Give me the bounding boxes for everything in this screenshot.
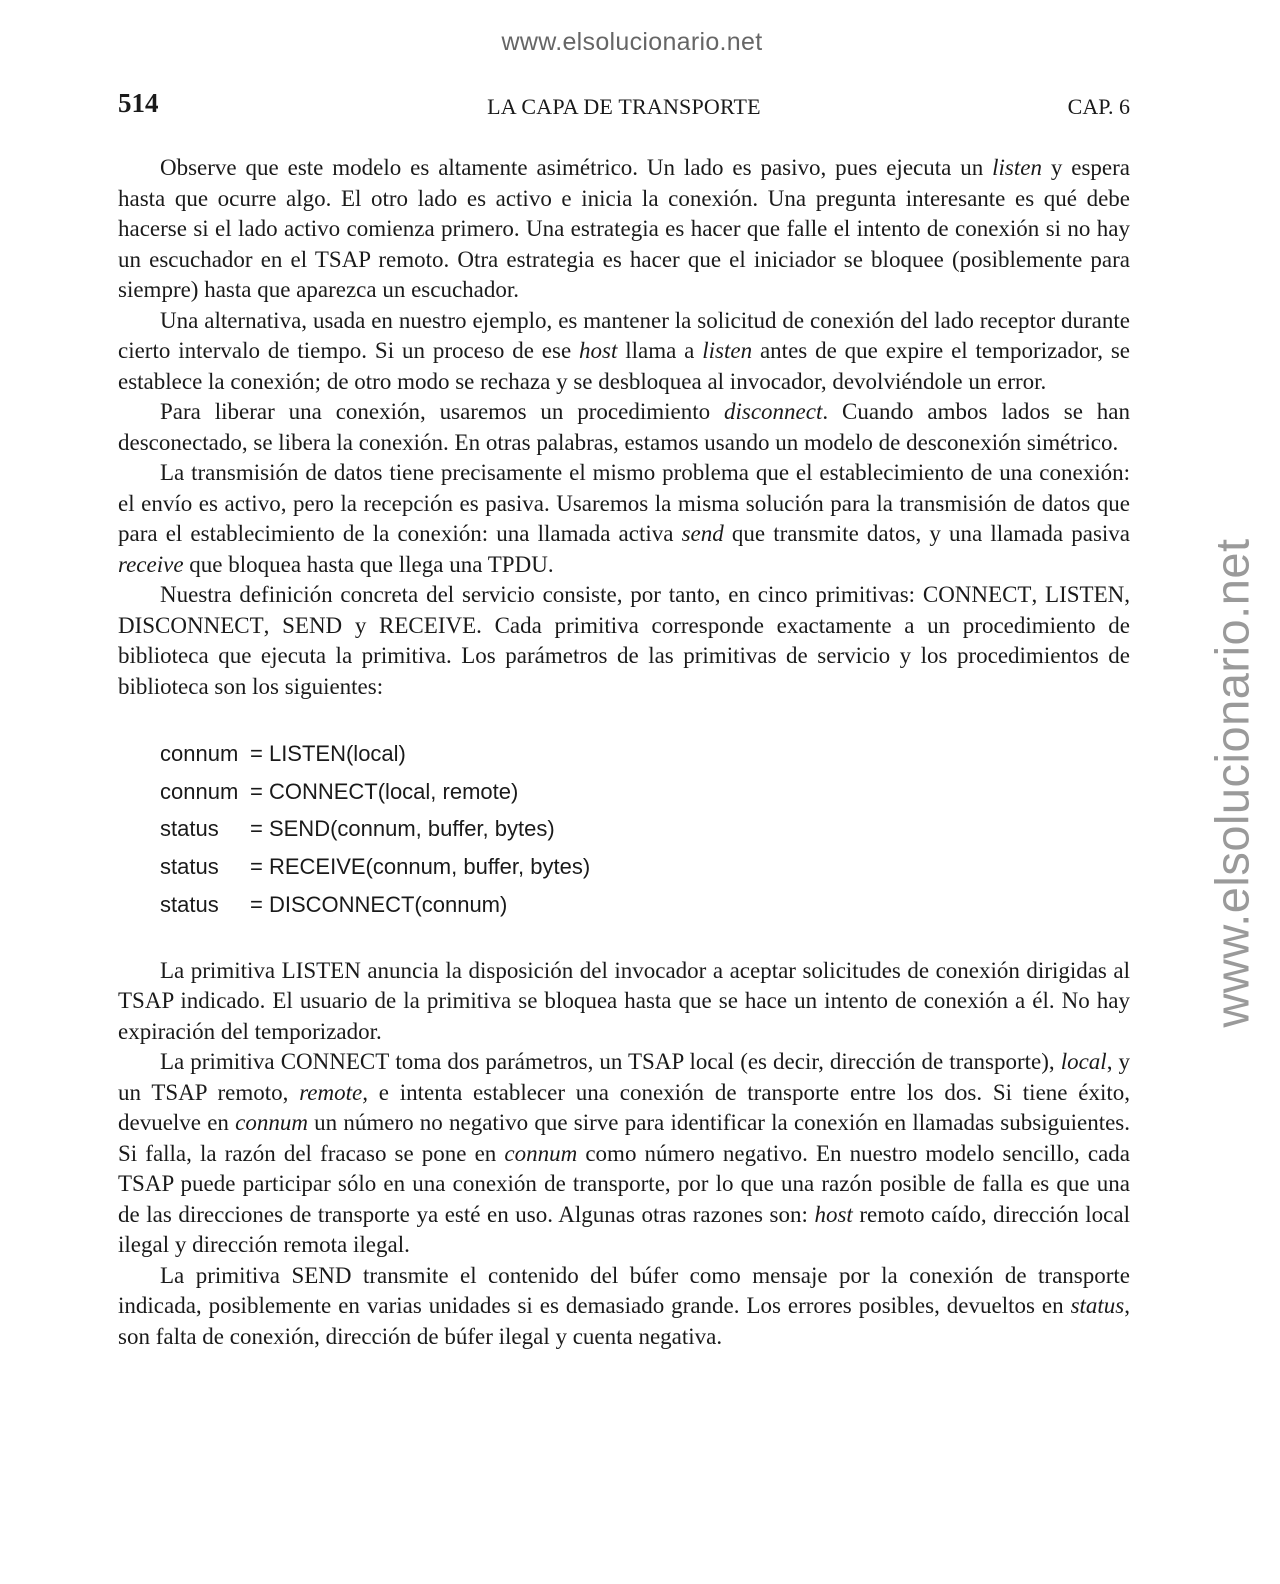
primitive-name: SEND — [291, 1262, 352, 1288]
running-head — [118, 88, 1130, 128]
primitive-name: DISCONNECT — [118, 612, 264, 638]
text-run: que bloquea hasta que llega una TPDU. — [183, 551, 554, 577]
italic-term: send — [681, 521, 724, 546]
code-line — [160, 848, 1130, 886]
text-run: . Cada primitiva corresponde exactamente a un procedimiento de biblioteca que ejecuta la primitiva. Los parámetros de las primitivas de servicio y los procedimientos de biblioteca son los siguientes: — [118, 612, 1131, 699]
page-number: 514 — [118, 88, 159, 118]
paragraph-7 — [118, 1047, 1130, 1261]
code-block — [160, 735, 1130, 924]
code-line — [160, 735, 1130, 773]
body-text — [118, 153, 1130, 1352]
text-run: transmite el contenido del búfer como mensaje por la conexión de transporte indicada, posiblemente en varias unidades si es demasiado grande. Los errores posibles, devueltos en — [118, 1262, 1130, 1319]
text-run: , — [1124, 582, 1131, 607]
paragraph-6 — [118, 956, 1130, 1048]
text-run: Nuestra definición concreta del servicio consiste, por tanto, en cinco primitivas: — [160, 582, 923, 607]
italic-term: disconnect — [724, 399, 823, 424]
text-run: La primitiva — [160, 1049, 281, 1075]
italic-term: local — [1060, 1049, 1107, 1075]
italic-term: host — [579, 338, 618, 363]
code-variable: connum — [160, 778, 239, 804]
text-run: remoto caído, dirección local ilegal y dirección remota ilegal. — [118, 1201, 1130, 1258]
italic-term: listen — [702, 338, 753, 363]
code-call: = RECEIVE(connum, buffer, bytes) — [250, 854, 591, 880]
text-run: La primitiva — [160, 957, 282, 983]
code-call: = SEND(connum, buffer, bytes) — [250, 816, 555, 842]
chapter-title: LA CAPA DE TRANSPORTE — [487, 94, 761, 119]
text-run: , son falta de conexión, dirección de búfer ilegal y cuenta negativa. — [118, 1293, 1130, 1349]
primitive-name: CONNECT — [922, 582, 1032, 607]
text-run: y — [342, 612, 380, 638]
code-call: = DISCONNECT(connum) — [250, 891, 508, 917]
italic-term: listen — [992, 155, 1042, 180]
code-line — [160, 773, 1130, 811]
italic-term: status — [1070, 1293, 1125, 1319]
chapter-number: CAP. 6 — [1067, 94, 1130, 119]
text-run: , — [1031, 582, 1046, 607]
code-call: = CONNECT(local, remote) — [250, 778, 519, 804]
primitive-name: CONNECT — [280, 1049, 390, 1075]
paragraph-5 — [118, 580, 1130, 702]
text-run: como número negativo. En nuestro modelo sencillo, cada TSAP puede participar sólo en una conexión de transporte, por lo que una razón posible de falla es que una de las direcciones de transporte ya esté en uso. Algunas otras razones son: — [118, 1140, 1130, 1227]
paragraph-4 — [118, 458, 1130, 580]
watermark-side: www.elsolucionario.net — [1205, 538, 1259, 1028]
code-variable: status — [160, 816, 219, 842]
paragraph-1 — [118, 153, 1130, 306]
text-run: e intenta establecer una conexión de transporte entre los dos. Si tiene éxito, devuelve en — [118, 1079, 1131, 1136]
italic-term: connum — [235, 1110, 308, 1136]
code-line — [160, 886, 1130, 924]
text-run: y espera hasta que ocurre algo. El otro lado es activo e inicia la conexión. Una pregunta interesante es qué debe hacerse si el lado activo comienza primero. Una estrategia es hacer que falle el intento de conexión si no hay un escuchador en el TSAP remoto. Otra estrategia es hacer que el iniciador se bloquee (posiblemente para siempre) hasta que aparezca un escuchador. — [118, 155, 1130, 302]
code-line — [160, 810, 1130, 848]
paragraph-2 — [118, 306, 1130, 398]
paragraph-8 — [118, 1261, 1130, 1353]
text-run: antes de que expire el temporizador, se establece la conexión; de otro modo se rechaza y se desbloquea al invocador, devolviéndole un error. — [118, 338, 1131, 394]
italic-term: receive — [118, 551, 184, 577]
primitive-name: LISTEN — [281, 957, 361, 983]
italic-term: host — [814, 1201, 853, 1227]
primitive-name: LISTEN — [1045, 582, 1125, 607]
text-run: Observe que este modelo es altamente asimétrico. Un lado es pasivo, pues ejecuta un — [160, 155, 993, 180]
italic-term: connum — [504, 1140, 578, 1166]
code-call: = LISTEN(local) — [250, 741, 406, 766]
text-run: La primitiva — [160, 1262, 292, 1288]
italic-term: remote, — [299, 1079, 368, 1105]
primitive-name: RECEIVE — [379, 612, 477, 638]
text-run: llama a — [617, 338, 703, 363]
text-run: , — [263, 612, 283, 638]
text-run: La transmisión de datos tiene precisamente el mismo problema que el establecimiento de una conexión: el envío es activo, pero la recepción es pasiva. Usaremos la misma solución para la transmisión de datos que para el establecimiento de la conexión: una llamada activa — [118, 460, 1130, 546]
text-run: Para liberar una conexión, usaremos un procedimiento — [160, 399, 724, 424]
text-run: que transmite datos, y una llamada pasiva — [723, 521, 1130, 546]
text-run: . Cuando ambos lados se han desconectado, se libera la conexión. En otras palabras, estamos usando un modelo de desconexión simétrico. — [118, 399, 1130, 455]
paragraph-3 — [118, 397, 1130, 458]
code-variable: status — [160, 891, 219, 917]
text-run: , y un TSAP remoto, — [118, 1049, 1131, 1105]
code-variable: status — [160, 854, 219, 880]
text-run: un número no negativo que sirve para identificar la conexión en llamadas subsiguientes. Si falla, la razón del fracaso se pone en — [118, 1110, 1130, 1166]
text-run: Una alternativa, usada en nuestro ejemplo, es mantener la solicitud de conexión del lado receptor durante cierto intervalo de tiempo. Si un proceso de ese — [118, 307, 1130, 363]
text-run: toma dos parámetros, un TSAP local (es decir, dirección de transporte), — [389, 1049, 1061, 1075]
primitive-name: SEND — [282, 612, 343, 638]
watermark-top: www.elsolucionario.net — [501, 28, 763, 56]
code-variable: connum — [160, 741, 239, 766]
text-run: anuncia la disposición del invocador a aceptar solicitudes de conexión dirigidas al TSAP indicado. El usuario de la primitiva se bloquea hasta que se hace un intento de conexión a él. No hay expiración del temporizador. — [118, 957, 1130, 1044]
